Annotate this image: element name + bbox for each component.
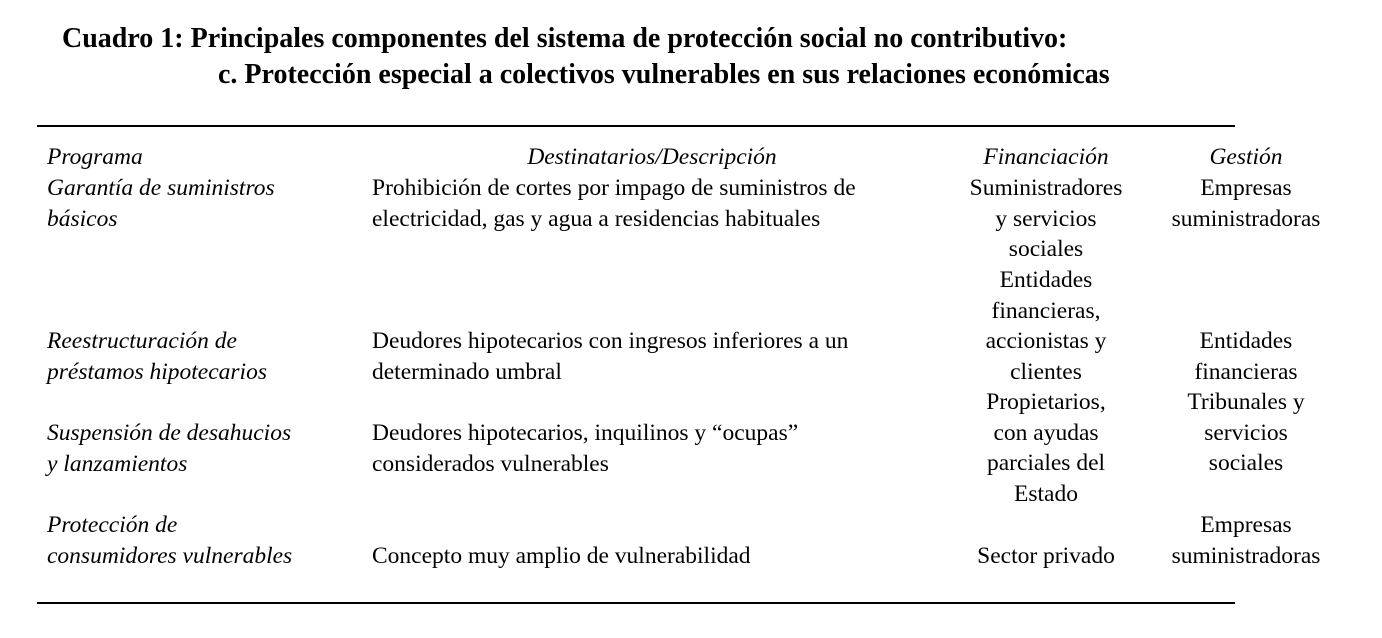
- row-3-descripcion-line: Deudores hipotecarios, inquilinos y “ocupas”: [372, 420, 799, 446]
- header-descripcion: Destinatarios/Descripción: [527, 144, 777, 170]
- row-1-programa-line: básicos: [47, 205, 118, 232]
- row-2-descripcion-line: determinado umbral: [372, 358, 562, 385]
- row-2-gestion-line: financieras: [1194, 358, 1298, 385]
- row-2-financiacion-line: accionistas y: [985, 328, 1107, 355]
- row-2-programa: [47, 326, 267, 387]
- header-financiacion: Financiación: [983, 144, 1109, 170]
- row-2-financiacion-line: financieras,: [991, 297, 1101, 324]
- row-3-descripcion-line: considerados vulnerables: [372, 450, 609, 477]
- row-3-descripcion: [372, 418, 798, 479]
- row-1-financiacion: [946, 173, 1146, 265]
- row-3-financiacion: [946, 387, 1146, 509]
- row-4-gestion-line: Empresas: [1200, 512, 1292, 538]
- row-1-programa-line: Garantía de suministros: [47, 175, 275, 201]
- top-rule: [37, 125, 1235, 127]
- table-title-line-1: Cuadro 1: Principales componentes del sistema de protección social no contributivo:: [62, 23, 1068, 54]
- row-4-descripcion: [372, 541, 751, 572]
- row-4-financiacion: [946, 541, 1146, 572]
- table-title-line-2: c. Protección especial a colectivos vulnerables en sus relaciones económicas: [218, 59, 1110, 90]
- row-2-financiacion: [946, 265, 1146, 387]
- row-3-programa-line: Suspensión de desahucios: [47, 420, 292, 446]
- row-2-descripcion: [372, 326, 848, 387]
- row-1-financiacion-line: sociales: [1008, 236, 1084, 263]
- row-2-gestion-line: Entidades: [1199, 328, 1293, 354]
- row-1-gestion: [1146, 173, 1346, 234]
- row-4-gestion: [1146, 510, 1346, 571]
- row-3-financiacion-line: con ayudas: [993, 419, 1099, 446]
- row-1-descripcion-line: electricidad, gas y agua a residencias habituales: [372, 205, 821, 232]
- row-1-descripcion-line: Prohibición de cortes por impago de suministros de: [372, 175, 856, 201]
- row-3-gestion-line: servicios: [1204, 419, 1288, 446]
- row-1-financiacion-line: Suministradores: [969, 175, 1123, 201]
- row-3-programa-line: y lanzamientos: [47, 450, 188, 477]
- row-1-programa: [47, 173, 275, 234]
- row-4-financiacion-line: Sector privado: [977, 543, 1115, 569]
- row-3-gestion-line: Tribunales y: [1187, 389, 1305, 415]
- row-2-programa-line: Reestructuración de: [47, 328, 237, 354]
- row-2-descripcion-line: Deudores hipotecarios con ingresos inferiores a un: [372, 328, 849, 354]
- header-programa: Programa: [47, 144, 143, 170]
- row-1-financiacion-line: y servicios: [995, 205, 1097, 232]
- row-2-financiacion-line: Entidades: [999, 267, 1093, 293]
- row-2-programa-line: préstamos hipotecarios: [47, 358, 267, 385]
- row-4-programa-line: consumidores vulnerables: [47, 542, 293, 569]
- row-3-programa: [47, 418, 291, 479]
- row-4-descripcion-line: Concepto muy amplio de vulnerabilidad: [372, 543, 751, 569]
- row-3-financiacion-line: Propietarios,: [986, 389, 1106, 415]
- bottom-rule: [37, 602, 1235, 604]
- row-3-gestion-line: sociales: [1208, 450, 1284, 477]
- header-gestion: Gestión: [1209, 144, 1283, 170]
- row-4-programa: [47, 510, 292, 571]
- row-4-gestion-line: suministradoras: [1171, 542, 1321, 569]
- row-3-financiacion-line: parciales del: [986, 450, 1106, 477]
- row-2-financiacion-line: clientes: [1010, 358, 1082, 385]
- row-3-financiacion-line: Estado: [1014, 480, 1078, 507]
- row-1-gestion-line: suministradoras: [1171, 205, 1321, 232]
- row-1-descripcion: [372, 173, 856, 234]
- row-1-gestion-line: Empresas: [1200, 175, 1292, 201]
- row-2-gestion: [1146, 326, 1346, 387]
- row-3-gestion: [1146, 387, 1346, 479]
- row-4-programa-line: Protección de: [47, 512, 178, 538]
